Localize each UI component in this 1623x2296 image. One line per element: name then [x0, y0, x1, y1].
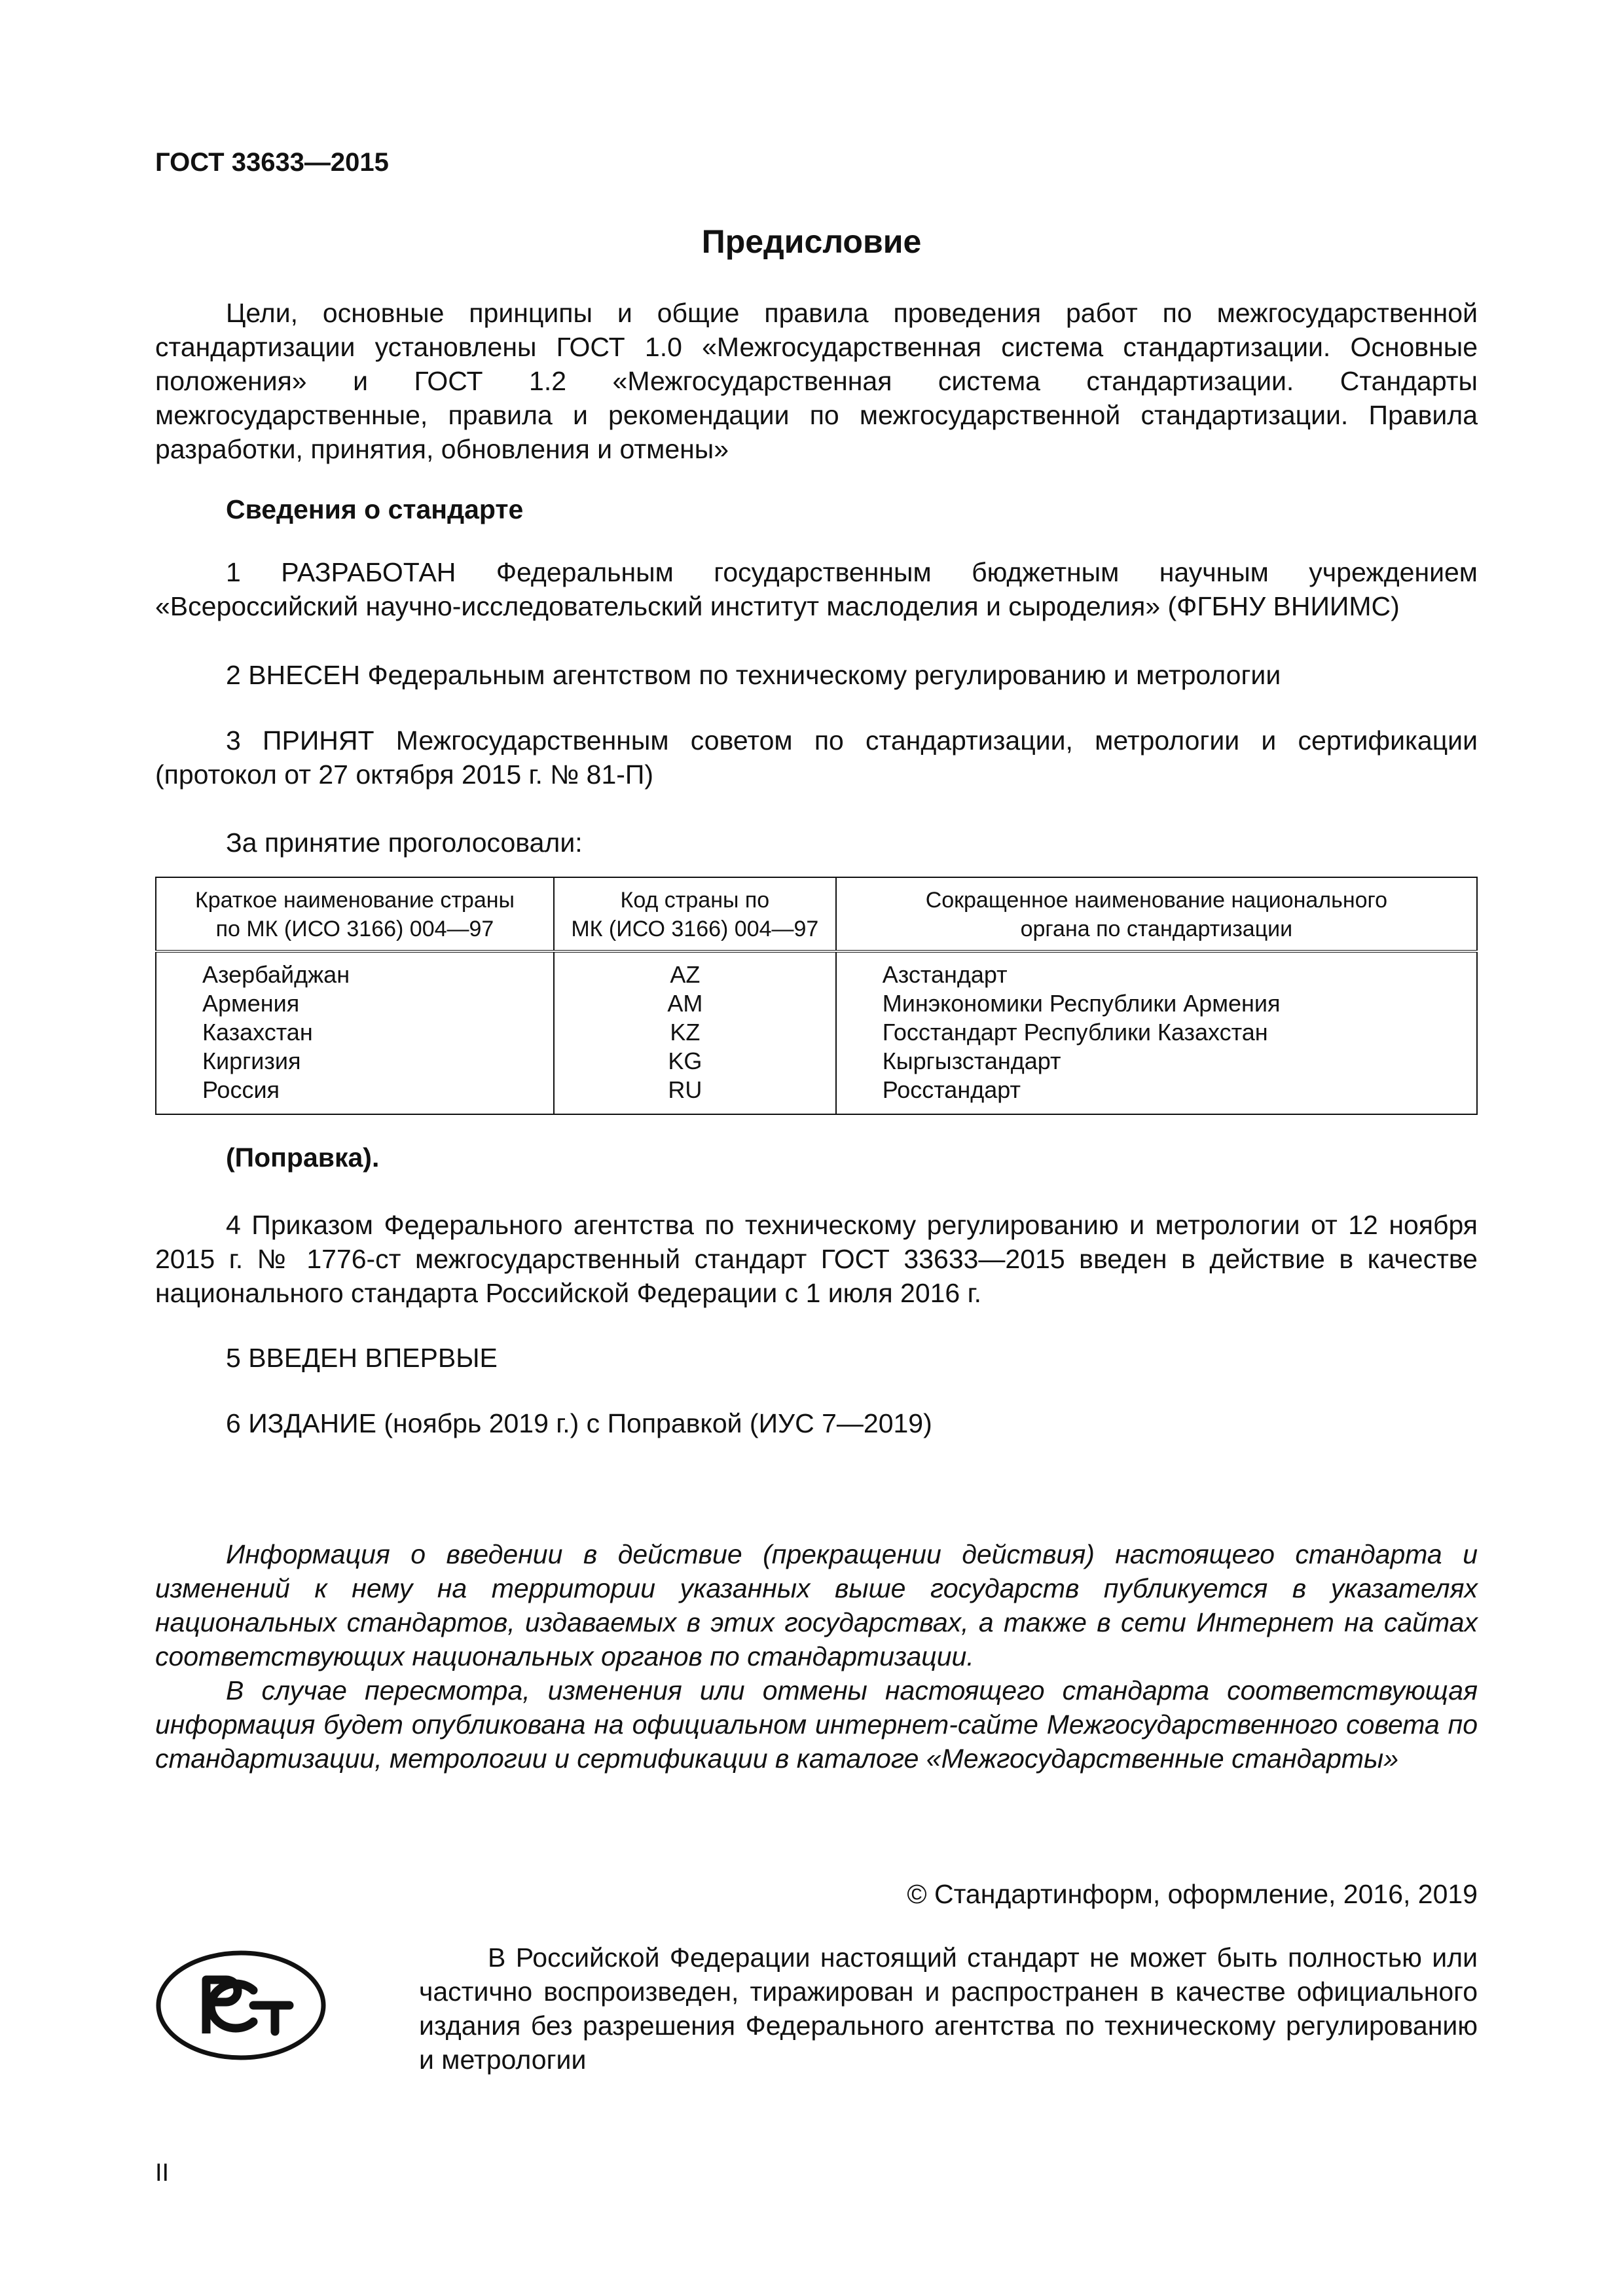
item-submitted: 2 ВНЕСЕН Федеральным агентством по техническому регулированию и метрологии	[226, 660, 1281, 690]
intro-paragraph: Цели, основные принципы и общие правила проведения работ по межгосударственной стандартизации установлены ГОСТ 1.0 «Межгосударственная система стандартизации. Основные положения» и ГОСТ 1.2 «Межгосударственная система стандартизации. Стандарты межгосударственные, правила и рекомендации по межгосударственной стандартизации. Правила разработки, принятия, обновления и отмены»	[155, 298, 1478, 464]
country-cell: Армения	[156, 989, 554, 1018]
country-cell: Россия	[156, 1076, 554, 1114]
body-cell: Азстандарт	[836, 951, 1477, 989]
body-cell: Госстандарт Республики Казахстан	[836, 1018, 1477, 1047]
document-code: ГОСТ 33633—2015	[155, 148, 389, 177]
code-cell: KG	[554, 1047, 836, 1076]
copyright-notice: В Российской Федерации настоящий стандарт не может быть полностью или частично воспроизведен, тиражирован и распространен в качестве официального издания без разрешения Федерального агентства по техническому регулированию и метрологии	[419, 1942, 1478, 2075]
column-header-body-line1: Сокращенное наименование национального	[925, 888, 1388, 913]
page-number: II	[155, 2159, 170, 2187]
column-header-code-line1: Код страны по	[620, 888, 770, 913]
country-cell: Киргизия	[156, 1047, 554, 1076]
voted-label: За принятие проголосовали:	[226, 828, 583, 858]
table-row	[156, 1047, 1477, 1076]
code-cell: KZ	[554, 1018, 836, 1047]
table-header-row	[156, 877, 1477, 951]
column-header-country-line2: по МК (ИСО 3166) 004—97	[215, 917, 494, 941]
column-header-body-line2: органа по стандартизации	[1020, 917, 1293, 941]
code-cell: AZ	[554, 951, 836, 989]
table-row	[156, 1076, 1477, 1114]
item-adopted: 3 ПРИНЯТ Межгосударственным советом по стандартизации, метрологии и сертификации (протокол от 27 октября 2015 г. № 81-П)	[155, 725, 1478, 790]
body-cell: Росстандарт	[836, 1076, 1477, 1114]
info-block	[155, 1537, 1478, 1776]
column-header-code-line2: МК (ИСО 3166) 004—97	[571, 917, 819, 941]
column-header-body	[836, 877, 1477, 951]
info-paragraph-revision: В случае пересмотра, изменения или отмены настоящего стандарта соответствующая информация будет опубликована на официальном интернет-сайте Межгосударственного совета по стандартизации, метрологии и сертификации в каталоге «Межгосударственные стандарты»	[155, 1675, 1478, 1774]
copyright-line: © Стандартинформ, оформление, 2016, 2019	[907, 1879, 1478, 1909]
info-paragraph-publication: Информация о введении в действие (прекращении действия) настоящего стандарта и изменений к нему на территории указанных выше государств публикуется в указателях национальных стандартов, издаваемых в этих государствах, а также в сети Интернет на сайтах соответствующих национальных органов по стандартизации.	[155, 1539, 1478, 1671]
country-cell: Азербайджан	[156, 951, 554, 989]
page-title: Предисловие	[701, 223, 922, 260]
table-row	[156, 1018, 1477, 1047]
column-header-country-line1: Краткое наименование страны	[195, 888, 515, 913]
body-cell: Кыргызстандарт	[836, 1047, 1477, 1076]
standard-info-heading: Сведения о стандарте	[226, 494, 524, 524]
voting-countries-table	[155, 877, 1478, 1115]
item-developed: 1 РАЗРАБОТАН Федеральным государственным бюджетным научным учреждением «Всероссийский научно-исследовательский институт маслоделия и сыроделия» (ФГБНУ ВНИИМС)	[155, 557, 1478, 621]
item-introduced: 5 ВВЕДЕН ВПЕРВЫЕ	[226, 1343, 498, 1373]
column-header-country	[156, 877, 554, 951]
item-edition: 6 ИЗДАНИЕ (ноябрь 2019 г.) с Поправкой (ИУС 7—2019)	[226, 1408, 932, 1438]
amendment-label: (Поправка).	[226, 1142, 380, 1173]
country-cell: Казахстан	[156, 1018, 554, 1047]
rst-conformity-mark-icon	[155, 1950, 327, 2061]
column-header-code	[554, 877, 836, 951]
table-row	[156, 951, 1477, 989]
body-cell: Минэкономики Республики Армения	[836, 989, 1477, 1018]
item-order: 4 Приказом Федерального агентства по техническому регулированию и метрологии от 12 ноября 2015 г. № 1776-ст межгосударственный стандарт ГОСТ 33633—2015 введен в действие в качестве национального стандарта Российской Федерации с 1 июля 2016 г.	[155, 1210, 1478, 1308]
code-cell: RU	[554, 1076, 836, 1114]
table-row	[156, 989, 1477, 1018]
code-cell: AM	[554, 989, 836, 1018]
